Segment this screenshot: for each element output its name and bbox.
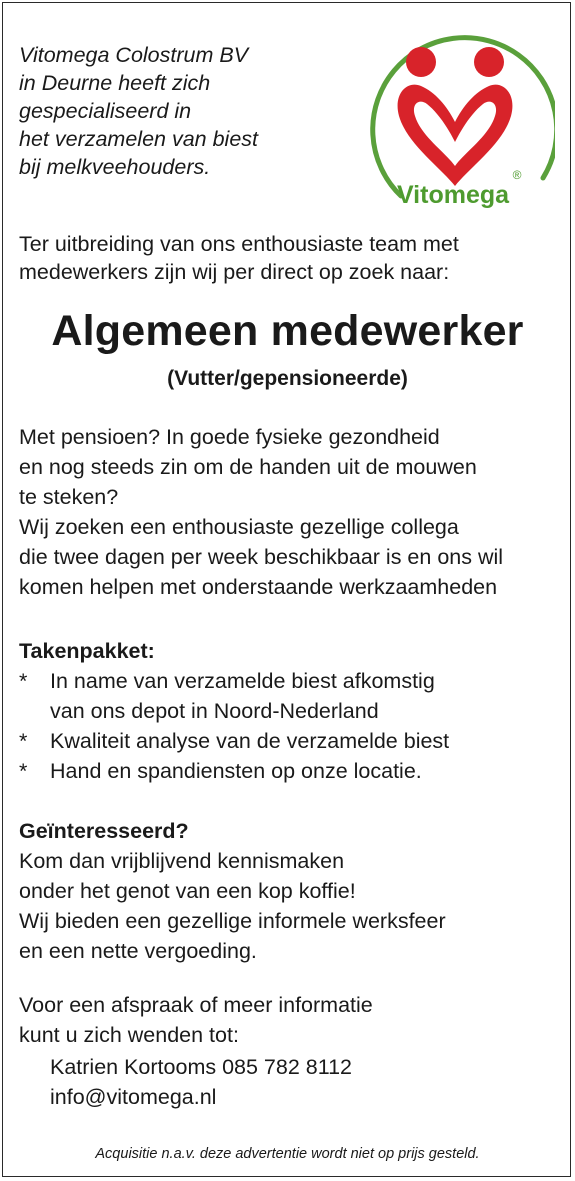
task-item	[19, 666, 449, 726]
logo-head-left	[406, 47, 436, 77]
interest-text: Kom dan vrijblijvend kennismaken onder het genot van een kop koffie! Wij bieden een gezellige informele werksfeer en een nette vergoeding.	[19, 849, 446, 963]
job-subtitle: (Vutter/gepensioneerde)	[167, 367, 408, 390]
logo-brand-text: Vitomega	[396, 181, 510, 209]
job-description: Met pensioen? In goede fysieke gezondheid en nog steeds zin om de handen uit de mouwen te steken? Wij zoeken een enthousiaste gezellige collega die twee dagen per week beschikbaar is en ons wil komen helpen met onderstaande werkzaamheden	[19, 425, 504, 599]
task-text: In name van verzamelde biest afkomstig van ons depot in Noord-Nederland	[50, 669, 435, 723]
bullet-mark: *	[19, 669, 28, 693]
bullet-mark: *	[19, 729, 28, 753]
disclaimer: Acquisitie n.a.v. deze advertentie wordt niet op prijs gesteld.	[95, 1146, 480, 1162]
vitomega-logo	[355, 18, 555, 213]
company-intro: Vitomega Colostrum BV in Deurne heeft zich gespecialiseerd in het verzamelen van biest bij melkveehouders.	[19, 43, 259, 179]
logo-heart	[398, 85, 513, 186]
contact-details	[50, 1052, 352, 1112]
task-item	[19, 756, 449, 786]
bullet-mark: *	[19, 759, 28, 783]
contact-email[interactable]: info@vitomega.nl	[50, 1085, 217, 1109]
contact-intro: Voor een afspraak of meer informatie kunt u zich wenden tot:	[19, 993, 373, 1047]
logo-head-right	[474, 47, 504, 77]
task-item	[19, 726, 449, 756]
job-title: Algemeen medewerker	[51, 307, 524, 355]
task-text: Kwaliteit analyse van de verzamelde biest	[50, 729, 450, 753]
logo-registered-mark: ®	[512, 168, 522, 182]
tasks-heading: Takenpakket:	[19, 639, 155, 663]
interest-heading: Geïnteresseerd?	[19, 819, 189, 843]
contact-person: Katrien Kortooms 085 782 8112	[50, 1055, 352, 1079]
lead-text: Ter uitbreiding van ons enthousiaste team met medewerkers zijn wij per direct op zoek naar:	[19, 232, 459, 284]
tasks-list	[19, 666, 449, 786]
task-text: Hand en spandiensten op onze locatie.	[50, 759, 422, 783]
